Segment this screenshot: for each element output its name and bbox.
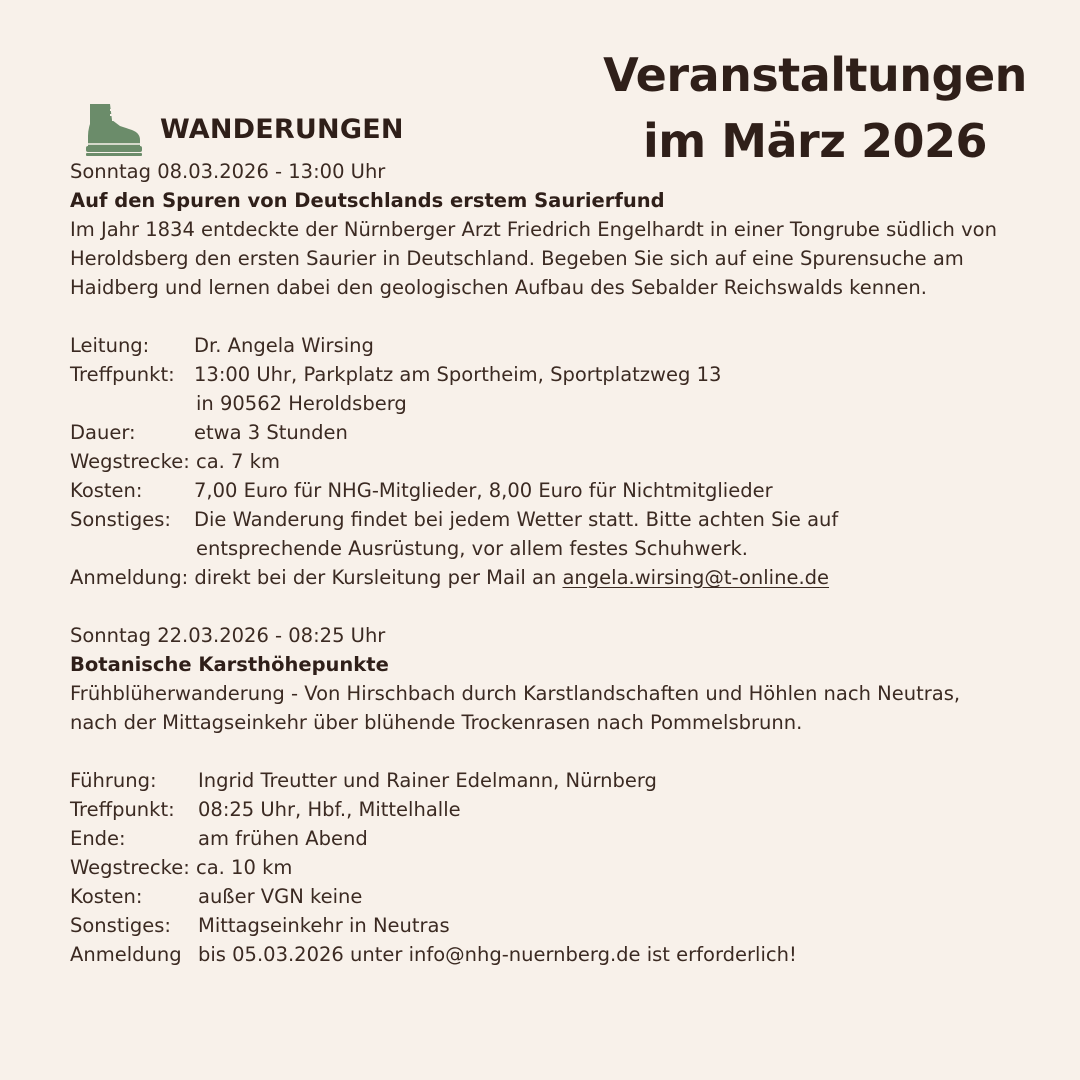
event1-leitung-label: Leitung: [70, 334, 150, 357]
event1-sonstiges-continued: entsprechende Ausrüstung, vor allem festes Schuhwerk. [196, 537, 748, 560]
event2-fuehrung-value: Ingrid Treutter und Rainer Edelmann, Nürnberg [198, 769, 657, 792]
section-header [84, 100, 404, 158]
spacer [70, 302, 1060, 331]
event2-treffpunkt-row [70, 795, 1060, 824]
event1-kosten-value: 7,00 Euro für NHG-Mitglieder, 8,00 Euro für Nichtmitglieder [194, 479, 773, 502]
event1-wegstrecke: Wegstrecke: ca. 7 km [70, 450, 280, 473]
event1-dauer-row [70, 418, 1060, 447]
event2-anmeldung-row [70, 940, 1060, 969]
event2-ende-row [70, 824, 1060, 853]
event2-sonstiges-row [70, 911, 1060, 940]
page-title [580, 42, 1050, 174]
event2-sonstiges-label: Sonstiges: [70, 914, 171, 937]
event2-anmeldung-value: bis 05.03.2026 unter info@nhg-nuernberg.de ist erforderlich! [198, 943, 797, 966]
event1-anmeldung-text: Anmeldung: direkt bei der Kursleitung per Mail an [70, 566, 563, 589]
hiking-boot-icon [84, 100, 146, 158]
event2-sonstiges-value: Mittagseinkehr in Neutras [198, 914, 450, 937]
event1-treffpunkt-continued: in 90562 Heroldsberg [196, 392, 407, 415]
event2-kosten-value: außer VGN keine [198, 885, 363, 908]
event1-treffpunkt-label: Treffpunkt: [70, 363, 175, 386]
event1-dauer-value: etwa 3 Stunden [194, 421, 348, 444]
event1-email-link[interactable]: angela.wirsing@t-online.de [562, 566, 830, 589]
event1-title: Auf den Spuren von Deutschlands erstem Saurierfund [70, 189, 665, 212]
event2-description-line: Frühblüherwanderung - Von Hirschbach durch Karstlandschaften und Höhlen nach Neutras, [70, 682, 961, 705]
event1-description-line: Im Jahr 1834 entdeckte der Nürnberger Arzt Friedrich Engelhardt in einer Tongrube südlich von [70, 218, 997, 241]
event2-treffpunkt-value: 08:25 Uhr, Hbf., Mittelhalle [198, 798, 461, 821]
event1-treffpunkt-row [70, 360, 1060, 389]
event1-description-line: Haidberg und lernen dabei den geologischen Aufbau des Sebalder Reichswalds kennen. [70, 276, 927, 299]
event1-leitung-value: Dr. Angela Wirsing [194, 334, 374, 357]
event2-anmeldung-label: Anmeldung [70, 943, 182, 966]
event1-kosten-row [70, 476, 1060, 505]
event1-leitung-row [70, 331, 1060, 360]
event2-fuehrung-row [70, 766, 1060, 795]
event1-anmeldung-row [70, 563, 1060, 592]
events-list [70, 157, 1060, 969]
event1-sonstiges-row [70, 505, 1060, 534]
event1-sonstiges-label: Sonstiges: [70, 508, 171, 531]
event1-treffpunkt-value: 13:00 Uhr, Parkplatz am Sportheim, Sportplatzweg 13 [194, 363, 722, 386]
event2-kosten-row [70, 882, 1060, 911]
event1-date: Sonntag 08.03.2026 - 13:00 Uhr [70, 160, 386, 183]
event1-sonstiges-value: Die Wanderung findet bei jedem Wetter statt. Bitte achten Sie auf [194, 508, 839, 531]
page-title-line-2: im März 2026 [642, 114, 988, 168]
event2-date: Sonntag 22.03.2026 - 08:25 Uhr [70, 624, 386, 647]
event1-description-line: Heroldsberg den ersten Saurier in Deutschland. Begeben Sie sich auf eine Spurensuche am [70, 247, 964, 270]
event2-ende-label: Ende: [70, 827, 126, 850]
event2-description-line: nach der Mittagseinkehr über blühende Trockenrasen nach Pommelsbrunn. [70, 711, 803, 734]
event1-kosten-label: Kosten: [70, 479, 143, 502]
event2-treffpunkt-label: Treffpunkt: [70, 798, 175, 821]
event2-kosten-label: Kosten: [70, 885, 143, 908]
event2-ende-value: am frühen Abend [198, 827, 368, 850]
event1-dauer-label: Dauer: [70, 421, 136, 444]
spacer [70, 737, 1060, 766]
event2-fuehrung-label: Führung: [70, 769, 157, 792]
event2-wegstrecke: Wegstrecke: ca. 10 km [70, 856, 293, 879]
event2-title: Botanische Karsthöhepunkte [70, 653, 389, 676]
section-label: WANDERUNGEN [160, 113, 404, 145]
page-title-line-1: Veranstaltungen [603, 48, 1027, 102]
spacer [70, 592, 1060, 621]
